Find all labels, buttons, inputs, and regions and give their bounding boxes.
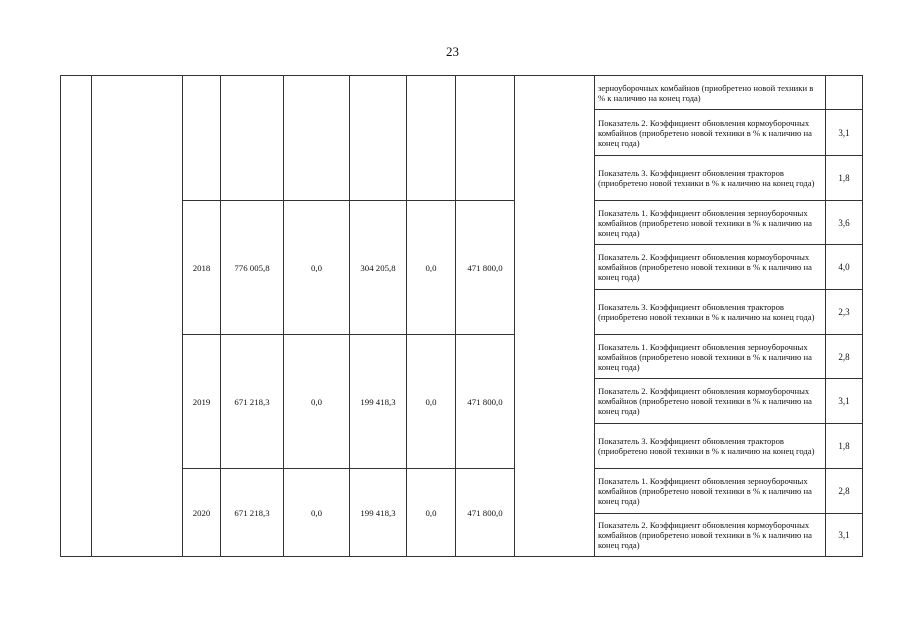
indicator-text: Показатель 1. Коэффициент обновления зерноуборочных комбайнов (приобретено новой техники в % к наличию на конец года) <box>595 469 826 514</box>
total-cell: 671 218,3 <box>221 469 284 557</box>
indicator-text: Показатель 1. Коэффициент обновления зерноуборочных комбайнов (приобретено новой техники в % к наличию на конец года) <box>595 201 826 245</box>
extrabudgetary-cell: 471 800,0 <box>456 335 515 469</box>
indicator-text: Показатель 2. Коэффициент обновления кормоуборочных комбайнов (приобретено новой техники в % к наличию на конец года) <box>595 245 826 290</box>
indicator-text: Показатель 3. Коэффициент обновления тракторов (приобретено новой техники в % к наличию на конец года) <box>595 156 826 201</box>
indicator-value: 3,6 <box>826 201 863 245</box>
local-budget-cell: 0,0 <box>407 469 456 557</box>
year-cell: 2020 <box>183 469 221 557</box>
local-budget-cell: 0,0 <box>407 201 456 335</box>
total-cell: 776 005,8 <box>221 201 284 335</box>
indicator-value: 1,8 <box>826 156 863 201</box>
measure-name-cell <box>92 76 183 557</box>
indicator-value <box>826 76 863 110</box>
indicator-text: Показатель 3. Коэффициент обновления тракторов (приобретено новой техники в % к наличию на конец года) <box>595 424 826 469</box>
regional-budget-cell <box>350 76 407 201</box>
indicator-value: 3,1 <box>826 110 863 156</box>
extrabudgetary-cell <box>456 76 515 201</box>
program-funding-table <box>60 75 863 557</box>
extrabudgetary-cell: 471 800,0 <box>456 201 515 335</box>
row-number-cell <box>61 76 92 557</box>
indicator-value: 2,8 <box>826 335 863 379</box>
extrabudgetary-cell: 471 800,0 <box>456 469 515 557</box>
regional-budget-cell: 199 418,3 <box>350 335 407 469</box>
local-budget-cell: 0,0 <box>407 335 456 469</box>
regional-budget-cell: 304 205,8 <box>350 201 407 335</box>
indicator-text: Показатель 2. Коэффициент обновления кормоуборочных комбайнов (приобретено новой техники в % к наличию на конец года) <box>595 110 826 156</box>
federal-budget-cell <box>284 76 350 201</box>
federal-budget-cell: 0,0 <box>284 335 350 469</box>
year-cell: 2019 <box>183 335 221 469</box>
year-cell <box>183 76 221 201</box>
indicator-text: зерноуборочных комбайнов (приобретено новой техники в % к наличию на конец года) <box>595 76 826 110</box>
indicator-text: Показатель 2. Коэффициент обновления кормоуборочных комбайнов (приобретено новой техники в % к наличию на конец года) <box>595 379 826 424</box>
indicator-value: 4,0 <box>826 245 863 290</box>
regional-budget-cell: 199 418,3 <box>350 469 407 557</box>
indicator-value: 2,8 <box>826 469 863 514</box>
executor-cell <box>515 76 595 557</box>
indicator-value: 3,1 <box>826 379 863 424</box>
page-number: 23 <box>446 44 459 59</box>
indicator-text: Показатель 2. Коэффициент обновления кормоуборочных комбайнов (приобретено новой техники в % к наличию на конец года) <box>595 514 826 557</box>
federal-budget-cell: 0,0 <box>284 469 350 557</box>
indicator-value: 2,3 <box>826 290 863 335</box>
year-cell: 2018 <box>183 201 221 335</box>
federal-budget-cell: 0,0 <box>284 201 350 335</box>
table-row <box>61 76 863 110</box>
local-budget-cell <box>407 76 456 201</box>
indicator-text: Показатель 1. Коэффициент обновления зерноуборочных комбайнов (приобретено новой техники в % к наличию на конец года) <box>595 335 826 379</box>
total-cell: 671 218,3 <box>221 335 284 469</box>
total-cell <box>221 76 284 201</box>
indicator-value: 3,1 <box>826 514 863 557</box>
indicator-value: 1,8 <box>826 424 863 469</box>
indicator-text: Показатель 3. Коэффициент обновления тракторов (приобретено новой техники в % к наличию на конец года) <box>595 290 826 335</box>
